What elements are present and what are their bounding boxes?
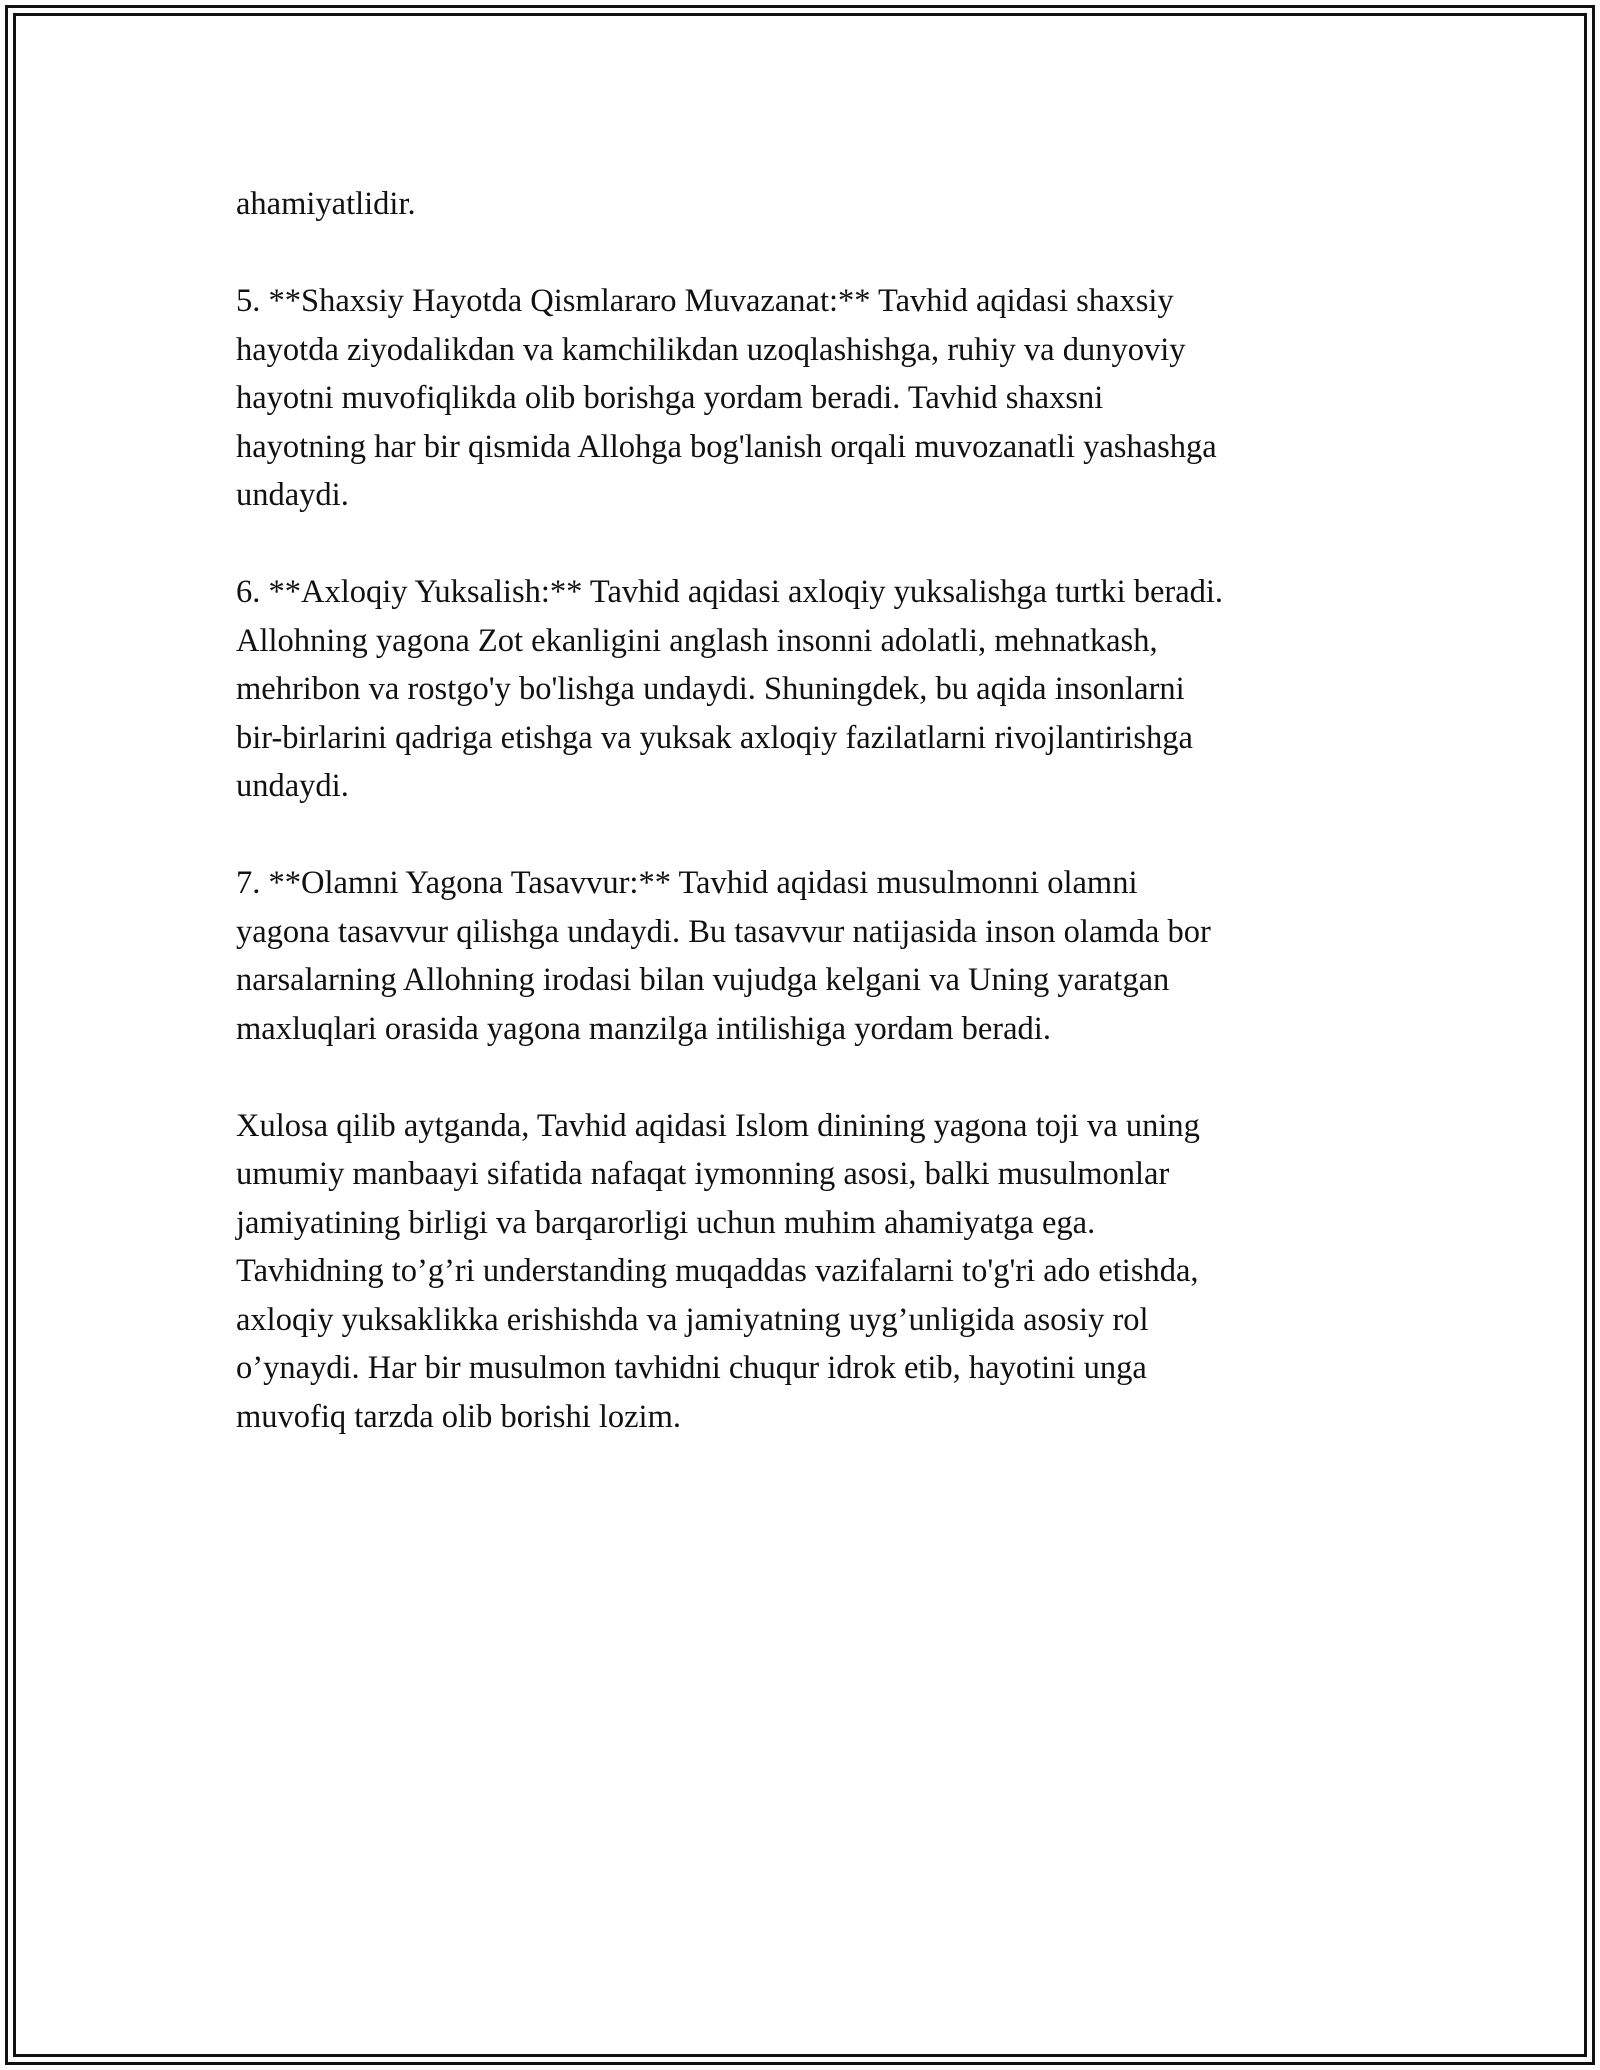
text-line: hayotning har bir qismida Allohga bog'lanish orqali muvozanatli yashashga xyxy=(236,428,1217,465)
text-line: yagona tasavvur qilishga undaydi. Bu tasavvur natijasida inson olamda bor xyxy=(236,913,1211,950)
text-line: narsalarning Allohning irodasi bilan vujudga kelgani va Uning yaratgan xyxy=(236,962,1170,998)
text-line: undaydi. xyxy=(236,768,349,804)
text-line: hayotni muvofiqlikda olib borishga yordam beradi. Tavhid shaxsni xyxy=(236,380,1104,416)
text-line: hayotda ziyodalikdan va kamchilikdan uzoqlashishga, ruhiy va dunyoviy xyxy=(236,331,1186,368)
paragraph-item-5 xyxy=(236,277,1386,520)
text-line: 5. **Shaxsiy Hayotda Qismlararo Muvazanat:** Tavhid aqidasi shaxsiy xyxy=(236,283,1174,319)
document-body xyxy=(236,180,1386,1490)
text-line: axloqiy yuksaklikka erishishda va jamiyatning uyg’unligida asosiy rol xyxy=(236,1301,1149,1338)
paragraph-continuation xyxy=(236,180,1386,229)
paragraph-item-7 xyxy=(236,859,1386,1053)
text-line: 7. **Olamni Yagona Tasavvur:** Tavhid aqidasi musulmonni olamni xyxy=(236,865,1138,901)
text-line: mehribon va rostgo'y bo'lishga undaydi. Shuningdek, bu aqida insonlarni xyxy=(236,671,1185,707)
text-line: ahamiyatlidir. xyxy=(236,186,416,222)
text-line: muvofiq tarzda olib borishi lozim. xyxy=(236,1398,681,1435)
text-line: undaydi. xyxy=(236,477,349,513)
text-line: maxluqlari orasida yagona manzilga intilishiga yordam beradi. xyxy=(236,1010,1051,1047)
text-line: umumiy manbaayi sifatida nafaqat iymonning asosi, balki musulmonlar xyxy=(236,1156,1170,1192)
text-line: 6. **Axloqiy Yuksalish:** Tavhid aqidasi axloqiy yuksalishga turtki beradi. xyxy=(236,574,1224,610)
text-line: o’ynaydi. Har bir musulmon tavhidni chuqur idrok etib, hayotini unga xyxy=(236,1350,1147,1386)
text-line: jamiyatining birligi va barqarorligi uchun muhim ahamiyatga ega. xyxy=(236,1204,1096,1241)
text-line: bir-birlarini qadriga etishga va yuksak axloqiy fazilatlarni rivojlantirishga xyxy=(236,719,1193,756)
text-line: Xulosa qilib aytganda, Tavhid aqidasi Islom dinining yagona toji va uning xyxy=(236,1107,1200,1144)
paragraph-conclusion xyxy=(236,1102,1386,1442)
paragraph-item-6 xyxy=(236,568,1386,811)
text-line: Allohning yagona Zot ekanligini anglash insonni adolatli, mehnatkash, xyxy=(236,622,1158,659)
text-line: Tavhidning to’g’ri understanding muqaddas vazifalarni to'g'ri ado etishda, xyxy=(236,1253,1199,1289)
